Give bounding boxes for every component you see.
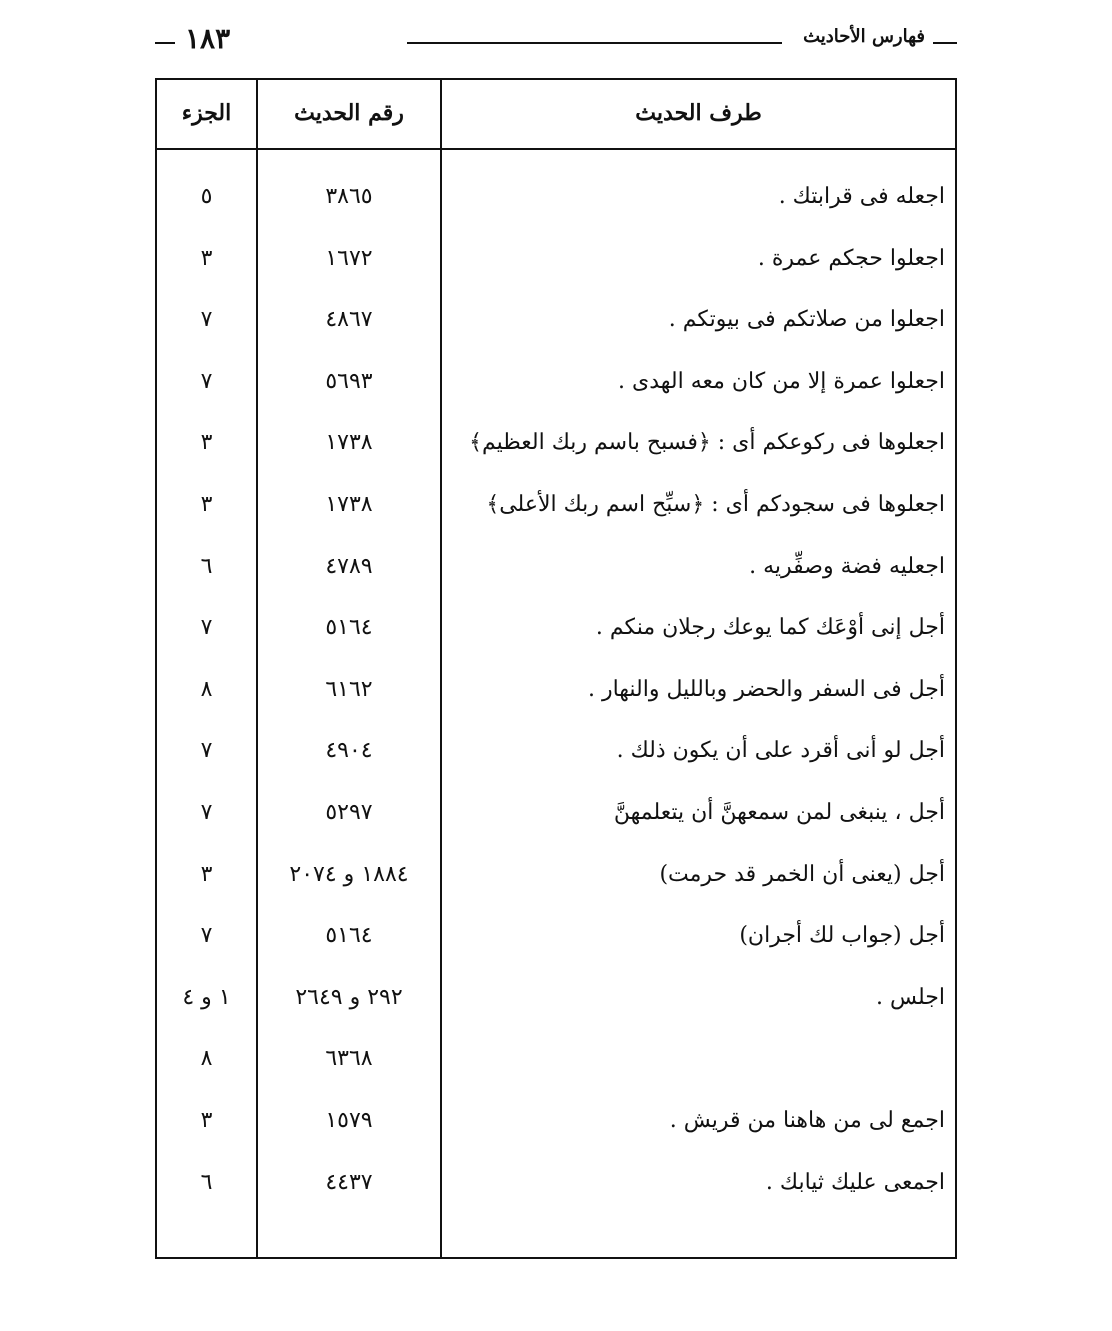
- volume-number: ٧: [200, 307, 213, 333]
- hadith-text: اجمع لى من هاهنا من قريش .: [669, 1107, 945, 1133]
- running-title: فهارس الأحاديث: [803, 26, 925, 47]
- hadith-number: ٦١٦٢: [325, 676, 373, 702]
- table-body: [157, 170, 955, 1217]
- volume-number: ٧: [200, 738, 213, 764]
- table-row: [157, 971, 955, 1033]
- volume-number: ٦: [200, 1169, 213, 1195]
- volume-number: ٧: [200, 615, 213, 641]
- table-row: [157, 355, 955, 417]
- hadith-number: ٣٨٦٥: [325, 184, 373, 209]
- volume-number: ٣: [200, 491, 213, 517]
- hadith-index-table: [155, 78, 957, 1259]
- hadith-number: ١٧٣٨: [325, 491, 373, 517]
- hadith-number: ٥٢٩٧: [325, 799, 373, 825]
- table-row: [157, 1032, 955, 1094]
- table-row: [157, 786, 955, 848]
- volume-number: ٧: [200, 799, 213, 825]
- table-row: [157, 232, 955, 294]
- hadith-text: اجعلوا حجكم عمرة .: [757, 245, 945, 271]
- hadith-number: ٥١٦٤: [325, 923, 373, 949]
- hadith-text: اجعله فى قرابتك .: [778, 184, 945, 209]
- table-row: [157, 540, 955, 602]
- hadith-number: ١٦٧٢: [325, 245, 373, 271]
- hadith-text: اجعلوا من صلاتكم فى بيوتكم .: [668, 307, 945, 333]
- table-row: [157, 1094, 955, 1156]
- hadith-number: ٥٦٩٣: [325, 368, 373, 394]
- hadith-text: اجعلوها فى ركوعكم أى : ﴿فسبح باسم ربك العظيم﴾: [469, 430, 945, 456]
- hadith-number: ٦٣٦٨: [325, 1046, 373, 1072]
- hadith-text: أجل ، ينبغى لمن سمعهنَّ أن يتعلمهنَّ: [613, 799, 945, 825]
- hadith-number: ٤٧٨٩: [325, 553, 373, 579]
- volume-number: ٧: [200, 368, 213, 394]
- table-row: [157, 663, 955, 725]
- hadith-number: ١٥٧٩: [325, 1107, 373, 1133]
- hadith-text: اجلس .: [875, 984, 945, 1010]
- table-row: [157, 1156, 955, 1218]
- hadith-text: أجل (يعنى أن الخمر قد حرمت): [659, 861, 945, 887]
- volume-number: ٣: [200, 430, 213, 456]
- table-row: [157, 848, 955, 910]
- volume-number: ٣: [200, 861, 213, 887]
- hadith-text: أجل لو أنى أقرد على أن يكون ذلك .: [616, 738, 945, 764]
- hadith-number: ١٧٣٨: [325, 430, 373, 456]
- header-rule: [407, 42, 782, 44]
- hadith-number: ٢٩٢ و ٢٦٤٩: [295, 984, 403, 1010]
- table-row: [157, 293, 955, 355]
- hadith-text: أجل فى السفر والحضر وبالليل والنهار .: [587, 676, 945, 702]
- volume-number: ٣: [200, 1107, 213, 1133]
- table-row: [157, 909, 955, 971]
- hadith-number: ٤٨٦٧: [325, 307, 373, 333]
- page-number: ١٨٣: [185, 22, 231, 55]
- volume-number: ٨: [200, 676, 213, 702]
- column-header-hadith: طرف الحديث: [635, 100, 762, 126]
- column-header-volume: الجزء: [181, 100, 232, 126]
- hadith-text: اجعليه فضة وصفِّريه .: [749, 553, 945, 579]
- volume-number: ٨: [200, 1046, 213, 1072]
- hadith-number: ٤٤٣٧: [325, 1169, 373, 1195]
- header-dash-right: [933, 42, 957, 44]
- hadith-text: أجل إنى أوْعَك كما يوعك رجلان منكم .: [595, 615, 945, 641]
- header-dash-left: [155, 42, 175, 44]
- table-row: [157, 416, 955, 478]
- column-header-number: رقم الحديث: [294, 100, 404, 126]
- hadith-text: اجمعى عليك ثيابك .: [765, 1169, 945, 1195]
- table-row: [157, 724, 955, 786]
- running-header: [155, 22, 957, 62]
- volume-number: ٣: [200, 245, 213, 271]
- hadith-number: ٥١٦٤: [325, 615, 373, 641]
- table-header-rule: [157, 148, 955, 150]
- volume-number: ٥: [200, 184, 213, 209]
- volume-number: ٦: [200, 553, 213, 579]
- table-row: [157, 478, 955, 540]
- table-row: [157, 601, 955, 663]
- volume-number: ١ و ٤: [182, 984, 231, 1010]
- hadith-text: اجعلوها فى سجودكم أى : ﴿سبِّح اسم ربك الأعلى﴾: [486, 491, 945, 517]
- hadith-number: ١٨٨٤ و ٢٠٧٤: [289, 861, 409, 887]
- hadith-text: أجل (جواب لك أجران): [739, 923, 945, 949]
- volume-number: ٧: [200, 923, 213, 949]
- hadith-text: اجعلوا عمرة إلا من كان معه الهدى .: [618, 368, 945, 394]
- hadith-number: ٤٩٠٤: [325, 738, 373, 764]
- table-row: [157, 170, 955, 232]
